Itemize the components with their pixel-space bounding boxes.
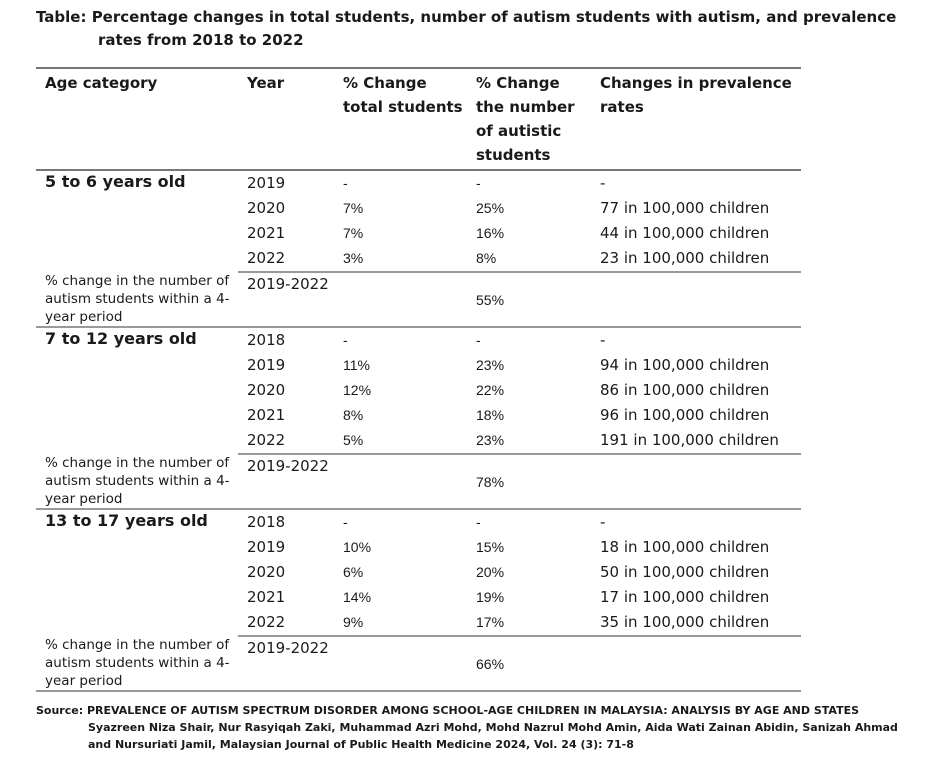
source-line-3: and Nursuriati Jamil, Malaysian Journal of Public Health Medicine 2024, Vol. 24 (3): 71-8	[88, 738, 634, 751]
table-body	[36, 170, 801, 691]
summary-year: 2019-2022	[238, 636, 334, 691]
year-cell: 2020	[247, 199, 286, 217]
change-total-cell: 8%	[343, 407, 364, 423]
change-total-cell: 3%	[334, 246, 467, 272]
change-autistic-cell: 20%	[476, 564, 505, 580]
prevalence-cell: 96 in 100,000 children	[600, 406, 770, 424]
change-autistic-cell: 16%	[476, 225, 505, 241]
summary-label: % change in the number of autism students within a 4-year period	[36, 454, 238, 509]
summary-empty-cell	[334, 272, 467, 327]
table-caption	[36, 6, 906, 52]
year-cell: 2018	[247, 331, 286, 349]
prevalence-cell: -	[600, 174, 606, 192]
age-category-cell: 13 to 17 years old	[45, 511, 208, 530]
header-year: Year	[238, 68, 334, 170]
summary-value: 66%	[467, 636, 591, 691]
year-cell: 2020	[247, 381, 286, 399]
change-total-cell: 5%	[334, 428, 467, 454]
prevalence-cell: 23 in 100,000 children	[591, 246, 801, 272]
change-autistic-cell: 22%	[476, 382, 505, 398]
table-row	[36, 170, 801, 196]
change-total-cell: 11%	[343, 357, 370, 373]
summary-row	[36, 454, 801, 509]
summary-value: 78%	[467, 454, 591, 509]
change-autistic-cell: 23%	[467, 428, 591, 454]
change-autistic-cell: 19%	[476, 589, 505, 605]
year-cell: 2018	[247, 513, 286, 531]
prevalence-cell: 94 in 100,000 children	[600, 356, 770, 374]
table-row	[36, 509, 801, 535]
header-change-total-students: % Change total students	[334, 68, 467, 170]
prevalence-cell: -	[600, 513, 606, 531]
autism-prevalence-table	[36, 67, 801, 692]
year-cell: 2021	[247, 588, 286, 606]
year-cell: 2022	[238, 428, 334, 454]
summary-row	[36, 272, 801, 327]
change-total-cell: 7%	[343, 200, 364, 216]
prevalence-cell: 86 in 100,000 children	[600, 381, 770, 399]
change-total-cell: -	[343, 175, 348, 191]
change-autistic-cell: 8%	[467, 246, 591, 272]
year-cell: 2021	[247, 406, 286, 424]
year-cell: 2020	[247, 563, 286, 581]
table-header	[36, 68, 801, 170]
source-line-2: Syazreen Niza Shair, Nur Rasyiqah Zaki, Muhammad Azri Mohd, Mohd Nazrul Mohd Amin, Aida Wati Zainan Abidin, Sanizah Ahmad	[88, 721, 898, 734]
header-age-category: Age category	[36, 68, 238, 170]
change-autistic-cell: 18%	[476, 407, 505, 423]
year-cell: 2022	[238, 246, 334, 272]
change-autistic-cell: 25%	[476, 200, 505, 216]
header-row	[36, 68, 801, 170]
change-total-cell: 12%	[343, 382, 372, 398]
prevalence-cell: 17 in 100,000 children	[600, 588, 770, 606]
year-cell: 2019	[247, 174, 286, 192]
year-cell: 2019	[247, 356, 286, 374]
summary-year: 2019-2022	[238, 272, 334, 327]
source-line-1: Source: PREVALENCE OF AUTISM SPECTRUM DISORDER AMONG SCHOOL-AGE CHILDREN IN MALAYSIA: ANALYSIS BY AGE AND STATES	[36, 704, 860, 717]
prevalence-cell: -	[600, 331, 606, 349]
caption-line-1: Table: Percentage changes in total students, number of autism students with autism, and prevalence	[36, 8, 897, 26]
prevalence-cell: 35 in 100,000 children	[591, 610, 801, 636]
change-total-cell: 9%	[334, 610, 467, 636]
prevalence-cell: 18 in 100,000 children	[600, 538, 770, 556]
summary-year: 2019-2022	[238, 454, 334, 509]
prevalence-cell: 77 in 100,000 children	[600, 199, 770, 217]
prevalence-cell: 44 in 100,000 children	[600, 224, 770, 242]
summary-empty-cell	[591, 272, 801, 327]
source-citation	[36, 702, 916, 753]
summary-value: 55%	[467, 272, 591, 327]
change-autistic-cell: -	[476, 514, 481, 530]
change-autistic-cell: 23%	[476, 357, 505, 373]
year-cell: 2019	[247, 538, 286, 556]
summary-empty-cell	[334, 636, 467, 691]
caption-line-2: rates from 2018 to 2022	[98, 31, 304, 49]
summary-empty-cell	[591, 454, 801, 509]
header-prevalence-changes: Changes in prevalence rates	[591, 68, 801, 170]
year-cell: 2021	[247, 224, 286, 242]
change-total-cell: 14%	[343, 589, 372, 605]
header-change-autistic-students: % Change the number of autistic students	[467, 68, 591, 170]
age-category-cell: 5 to 6 years old	[45, 172, 186, 191]
change-autistic-cell: 15%	[476, 539, 505, 555]
change-total-cell: -	[343, 332, 348, 348]
prevalence-cell: 191 in 100,000 children	[591, 428, 801, 454]
year-cell: 2022	[238, 610, 334, 636]
change-total-cell: 10%	[343, 539, 372, 555]
summary-empty-cell	[591, 636, 801, 691]
prevalence-cell: 50 in 100,000 children	[600, 563, 770, 581]
age-category-cell: 7 to 12 years old	[45, 329, 197, 348]
summary-label: % change in the number of autism students within a 4-year period	[36, 636, 238, 691]
summary-empty-cell	[334, 454, 467, 509]
summary-row	[36, 636, 801, 691]
change-total-cell: 7%	[343, 225, 364, 241]
change-autistic-cell: -	[476, 332, 481, 348]
change-autistic-cell: 17%	[467, 610, 591, 636]
change-total-cell: 6%	[343, 564, 364, 580]
change-total-cell: -	[343, 514, 348, 530]
summary-label: % change in the number of autism students within a 4-year period	[36, 272, 238, 327]
table-row	[36, 327, 801, 353]
change-autistic-cell: -	[476, 175, 481, 191]
